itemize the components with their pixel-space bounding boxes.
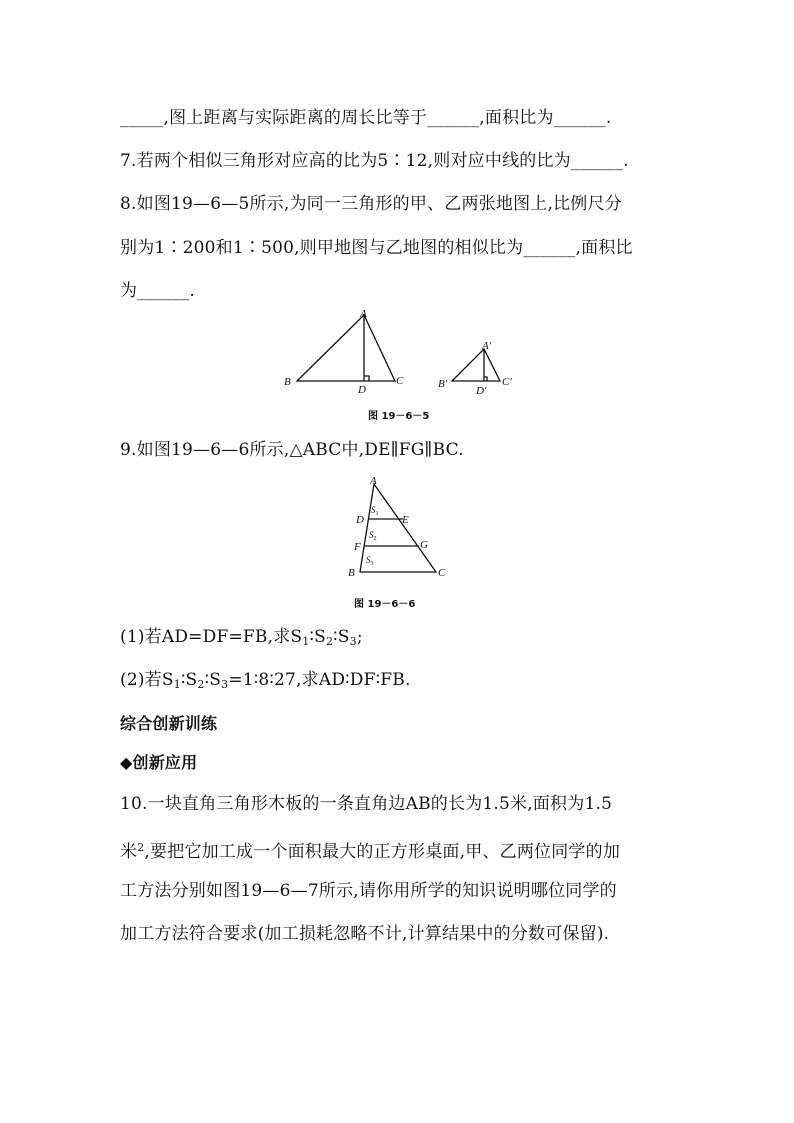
figure-caption-19-6-5: 图 19－6－5: [368, 411, 430, 422]
region-label-S2: $S_2$: [369, 530, 377, 542]
subsection-title: ◆创新应用: [120, 753, 198, 772]
text-line-question-10-end: 加工方法符合要求(加工损耗忽略不计,计算结果中的分数可保留).: [120, 924, 610, 944]
label-B: B: [348, 567, 355, 579]
label-E: E: [402, 514, 409, 526]
label-B-prime: B′: [438, 378, 448, 390]
label-G: G: [420, 539, 428, 551]
text-line-question-8-end: 为______.: [120, 281, 196, 301]
figure-19-6-6: [340, 472, 460, 612]
label-A-prime: A′: [482, 340, 492, 352]
text-line-question-8-cont: 别为1∶200和1∶500,则甲地图与乙地图的相似比为______,面积比: [120, 238, 633, 258]
text-line-question-9-part-2: (2)若$S_1∶S_2∶S_3=1∶8∶27$,求AD∶DF∶FB.: [120, 670, 411, 691]
region-label-S1: $S_1$: [371, 505, 379, 517]
label-C: C: [438, 567, 446, 579]
label-A: A: [370, 475, 377, 487]
section-title: 综合创新训练: [120, 714, 218, 733]
text-line-question-8: 8.如图19—6—5所示,为同一三角形的甲、乙两张地图上,比例尺分: [120, 194, 622, 214]
label-A: A: [360, 308, 367, 320]
label-B: B: [284, 376, 291, 388]
text-line-question-10-cont-2: 工方法分别如图19—6—7所示,请你用所学的知识说明哪位同学的: [120, 881, 617, 901]
label-C-prime: C′: [502, 376, 512, 388]
text-line-question-10-cont: 米$^2$,要把它加工成一个面积最大的正方形桌面,甲、乙两位同学的加: [120, 841, 621, 862]
figure-19-6-5: [280, 305, 520, 425]
text-line-question-9: 9.如图19—6—6所示,△ABC中,DE∥FG∥BC.: [120, 440, 464, 460]
label-D: D: [356, 514, 364, 526]
text-line-question-7: 7.若两个相似三角形对应高的比为5∶12,则对应中线的比为______.: [120, 151, 629, 171]
figure-caption-19-6-6: 图 19－6－6: [354, 599, 416, 610]
text-line-question-10: 10.一块直角三角形木板的一条直角边AB的长为1.5米,面积为1.5: [120, 794, 613, 814]
label-F: F: [354, 541, 361, 553]
label-C: C: [396, 375, 404, 387]
text-line-question-9-part-1: (1)若AD=DF=FB,求$S_1∶S_2∶S_3$;: [120, 627, 363, 648]
text-line-1: _____,图上距离与实际距离的周长比等于______,面积比为______.: [120, 108, 612, 128]
label-D: D: [358, 384, 366, 396]
region-label-S3: $S_3$: [366, 555, 374, 567]
label-D-prime: D′: [476, 385, 487, 397]
